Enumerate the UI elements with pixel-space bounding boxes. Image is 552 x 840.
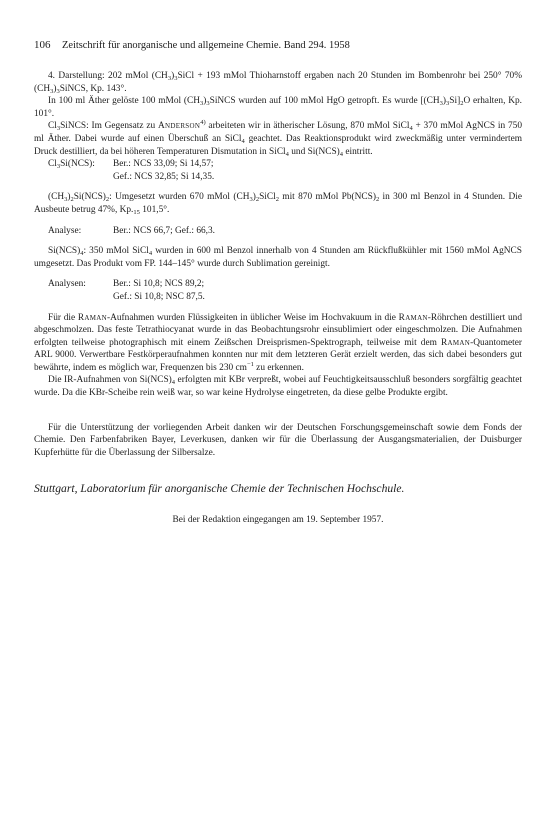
running-header (34, 38, 522, 53)
page-number: 106 (34, 39, 51, 51)
analysis-tetrathiocyanate: Analysen: Ber.: Si 10,8; NCS 89,2; (48, 279, 205, 290)
footnote-ref: 4) (200, 119, 206, 127)
dimethyl-paragraph: $(CH_3)_2Si(NCS)_2$: Umgesetzt wurden 670 mMol $(CH_3)_2SiCl_2$ mit 870 mMol $Pb(NCS)_2$ in 300 ml Benzol in 4 Stunden. Die Ausbeute betrug 47%, $Kp._{15}$ 101,5°. (34, 192, 522, 216)
ir-paragraph: Die IR-Aufnahmen von $Si(NCS)_4$ erfolgten mit KBr verpreßt, wobei auf Feuchtigkeitsausschluß besonders sorgfältig geachtet wurde. Da die KBr-Scheibe rein weiß war, so war keine Hydrolyse eingetreten, da diese gelbe Produkte ergibt. (34, 375, 522, 399)
analysis-ber: Ber.: NCS 33,09; Si 14,57; (113, 159, 214, 170)
raman-paragraph: Für die Raman-Aufnahmen wurden Flüssigkeiten in üblicher Weise im Hochvakuum in die Raman-Röhrchen destilliert und abgeschmolzen. Das feste Tetrathiocyanat wurde in das Beobachtungsrohr einsublimiert oder eingeschmolzen. Die Aufnahmen erfolgten teilweise photographisch mit einem Zeißschen Dreisprismen-Spektrograph, teilweise mit dem Raman-Quantometer ARL 9000. Verwertbare Festkörperaufnahmen konnten nur mit dem letzteren Gerät erzielt werden, das sich dabei besonders gut bewährte, indem es möglich war, Frequenzen bis 230 $cm^{-1}$ zu erkennen. (34, 312, 522, 373)
affiliation: Stuttgart, Laboratorium für anorganische Chemie der Technischen Hochschule. (34, 482, 405, 496)
analysis-gef-row (34, 171, 522, 184)
cl3sincs-paragraph: $Cl_3SiNCS$: Im Gegensatz zu Anderson$^{4)}$ arbeiteten wir in ätherischer Lösung, 870 mMol SiCl$_4$ + 370 mMol AgNCS in 750 ml Äther. Dabei wurde auf einen Überschuß an SiCl$_4$ geachtet. Das Reaktionsprodukt wird zweckmäßig unter vermindertem Druck destilliert, da bei höheren Temperaturen Dismutation in SiCl$_4$ und $Si(NCS)_4$ eintritt. (34, 119, 523, 158)
tetrathiocyanate-paragraph: $Si(NCS)_4$: 350 mMol SiCl$_4$ wurden in 600 ml Benzol innerhalb von 4 Stunden am Rückflußkühler mit 1560 mMol AgNCS umgesetzt. Das Produkt vom FP. 144–145° wurde durch Sublimation gereinigt. (34, 246, 522, 269)
ether-hgo-paragraph: In 100 ml Äther gelöste 100 mMol $(CH_3)_3SiNCS$ wurden auf 100 mMol HgO getropft. Es wurde $[(CH_3)_3Si]_2O$ erhalten, Kp. 101°. (34, 96, 522, 119)
preparation-4-paragraph: 4. Darstellung: 202 mMol $(CH_3)_3SiCl + 193$ mMol Thioharnstoff ergaben nach 20 Stunden im Bombenrohr bei 250° 70% $(CH_3)_3SiNCS$, Kp. 143°. (34, 71, 522, 95)
article-body: 4. Darstellung: 202 mMol $(CH_3)_3SiCl + 193$ mMol Thioharnstoff ergaben nach 20 Stunden im Bombenrohr bei 250° 70% $(CH_3)_3SiNCS$, Kp. 143°. In 100 ml Äther gelöste 100 mMol $(CH_3)_3SiNCS$ wurden auf 100 mMol HgO getropft. Es wurde $[(CH_3)_3Si]_2O$ erhalten, Kp. 101°. $Cl_3SiNCS$: Im Gegensatz zu Anderson$^{4)}$ arbeiteten wir in ätherischer Lösung, 870 mMol SiCl$_4$ + 370 mMol AgNCS in 750 ml Äther. Dabei wurde auf einen Überschuß an SiCl$_4$ geachtet. Das Reaktionsprodukt wird zweckmäßig unter vermindertem Druck destilliert, da bei höheren Temperaturen Dismutation in SiCl$_4$ und $Si(NCS)_4$ eintritt. $Cl_3Si(NCS)$: Ber.: NCS 33,09; Si 14,57; Gef.: NCS 32,85; Si 14,35. $(CH_3)_2Si(NCS)_2$: Umgesetzt wurden 670 mMol $(CH_3)_2SiCl_2$ mit 870 mMol $Pb(NCS)_2$ in 300 ml Benzol in 4 Stunden. Die Ausbeute betrug 47%, $Kp._{15}$ 101,5°. Analyse: Ber.: NCS 66,7; Gef.: 66,3. $Si(NCS)_4$: 350 mMol SiCl$_4$ wurden in 600 ml Benzol innerhalb von 4 Stunden am Rückflußkühler mit 1560 mMol AgNCS umgesetzt. Das Produkt vom FP. 144–145° wurde durch Sublimation gereinigt. Analysen: Ber.: Si 10,8; NCS 89,2; Gef.: Si 10,8; NSC 87,5. Für die Raman-Aufnahmen wurden Flüssigkeiten in üblicher Weise im Hochvakuum in die Raman-Röhrchen destilliert und abgeschmolzen. Das feste Tetrathiocyanat wurde in das Beobachtungsrohr einsublimiert oder eingeschmolzen. Die Aufnahmen erfolgten teilweise photographisch mit einem Zeißschen Dreisprismen-Spektrograph, teilweise mit dem Raman-Quantometer ARL 9000. Verwertbare Festkörperaufnahmen konnten nur mit dem letzteren Gerät erzielt werden, das sich dabei besonders gut bewährte, indem es möglich war, Frequenzen bis 230 $cm^{-1}$ zu erkennen. Die IR-Aufnahmen von $Si(NCS)_4$ erfolgten mit KBr verpreßt, wobei auf Feuchtigkeitsausschluß besonders sorgfältig geachtet wurde. Da die KBr-Scheibe rein weiß war, so war keine Hydrolyse eingetreten, da diese gelbe Produkte ergibt. Für die Unterstützung der vorliegenden Arbeit danken wir der Deutschen Forschungsgemeinschaft sowie dem Fonds der Chemie. Den Farbenfabriken Bayer, Leverkusen, danken wir für die Überlassung der Ausgangsmaterialien, der Duisburger Kupferhütte für die Überlassung der Silbersalze. Stuttgart, Laboratorium für anorganische Chemie der Technischen Hochschule. Bei der Redaktion eingegangen am 19. September 1957. (34, 71, 523, 526)
analysis-gef: Gef.: NCS 32,85; Si 14,35. (113, 171, 215, 182)
analysis-cl3sincs: $Cl_3Si(NCS)$: Ber.: NCS 33,09; Si 14,57; (48, 159, 214, 171)
journal-title: Zeitschrift für anorganische und allgemeine Chemie. Band 294. 1958 (62, 40, 350, 51)
acknowledgement-paragraph: Für die Unterstützung der vorliegenden Arbeit danken wir der Deutschen Forschungsgemeinschaft sowie dem Fonds der Chemie. Den Farbenfabriken Bayer, Leverkusen, danken wir für die Überlassung der Ausgangsmaterialien, der Duisburger Kupferhütte für die Überlassung der Silbersalze. (34, 422, 522, 458)
analysis-dimethyl: Analyse: Ber.: NCS 66,7; Gef.: 66,3. (48, 225, 216, 236)
received-date: Bei der Redaktion eingegangen am 19. September 1957. (172, 515, 384, 526)
author-anderson: Anderson (157, 121, 201, 132)
